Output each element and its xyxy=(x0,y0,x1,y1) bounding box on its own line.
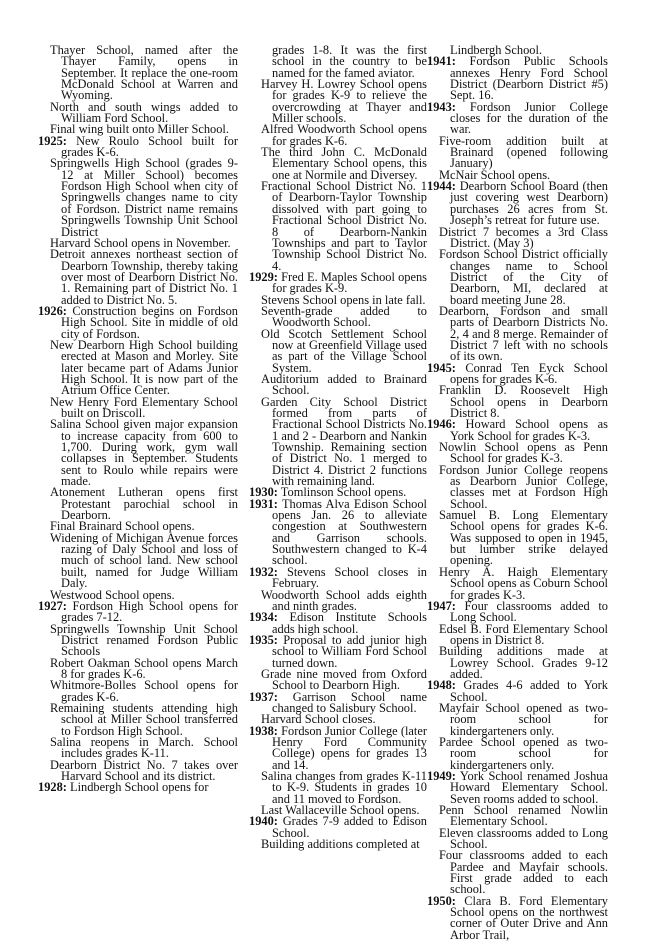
year-label: 1946: xyxy=(427,417,456,432)
timeline-year-entry xyxy=(249,612,427,635)
entry-text: Remaining students attending high school at Miller School transferred to Fordson High School. xyxy=(50,700,238,738)
entry-text: Proposal to add junior high school to William Ford School turned down. xyxy=(272,632,427,670)
entry-text: Grade nine moved from Oxford School to Dearborn High. xyxy=(261,666,427,693)
timeline-year-entry xyxy=(427,680,608,703)
timeline-entry xyxy=(249,839,427,850)
entry-text: Lindbergh School. xyxy=(450,43,543,57)
year-label: 1929: xyxy=(249,269,278,284)
entry-text: Alfred Woodworth School opens for grades K-6. xyxy=(261,122,427,148)
timeline-year-entry xyxy=(427,893,608,942)
year-label: 1928: xyxy=(38,780,67,795)
entry-text: New Henry Ford Elementary School built on Driscoll. xyxy=(50,394,238,420)
entry-text: Eleven classrooms added to Long School. xyxy=(439,825,608,852)
entry-text: Mayfair School opened as two-room school for kindergarteners only. xyxy=(439,700,608,738)
year-label: 1938: xyxy=(249,723,278,738)
entry-text: Harvard School opens in November. xyxy=(50,235,231,250)
timeline-year-entry xyxy=(38,133,238,160)
year-label: 1947: xyxy=(427,598,456,613)
entry-text: Seventh-grade added to Woodworth School. xyxy=(261,303,427,330)
entry-text: Building additions made at Lowrey School. Grades 9-12 added. xyxy=(439,644,608,681)
entry-text: Woodworth School adds eighth and ninth grades. xyxy=(261,587,427,613)
timeline-year-entry xyxy=(38,782,238,793)
year-label: 1932: xyxy=(249,564,278,579)
entry-text: Fordson High School opens for grades 7-12. xyxy=(61,598,238,625)
timeline-entry xyxy=(249,394,427,489)
timeline-year-entry xyxy=(427,56,608,101)
entry-text: Detroit annexes northeast section of Dearborn Township, thereby taking over most of Dearborn District No. 1. Remaining part of District No. 1 added to District No. 5. xyxy=(50,247,238,307)
entry-text: Final wing built onto Miller School. xyxy=(50,122,229,137)
timeline-year-entry xyxy=(427,419,608,442)
year-label: 1940: xyxy=(249,814,278,829)
timeline-entry xyxy=(38,680,238,703)
entry-text: Salina School given major expansion to increase capacity from 600 to 1,700. During work, gym wall collapses in September. Students sent to Roulo while repairs were made. xyxy=(50,417,238,489)
entry-text: Garrison School name changed to Salisbury School. xyxy=(272,689,427,715)
year-label: 1944: xyxy=(427,179,456,194)
entry-text: Final Brainard School opens. xyxy=(50,519,195,534)
entry-text: Penn School renamed Nowlin Elementary School. xyxy=(439,803,608,829)
timeline-year-entry xyxy=(249,723,427,772)
timeline-entry xyxy=(427,462,608,511)
entry-text: Fred E. Maples School opens for grades K-9. xyxy=(272,269,427,296)
year-label: 1926: xyxy=(38,303,67,318)
entry-text: Henry A. Haigh Elementary School opens as Coburn School for grades K-3. xyxy=(439,564,608,602)
timeline-entry xyxy=(427,850,608,895)
timeline-entry-continued xyxy=(249,45,427,79)
entry-text: Fordson School District officially changes name to School District of the City of Dearborn, MI, declared at board meeting June 28. xyxy=(439,247,608,307)
entry-text: Conrad Ten Eyck School opens for grades K-6. xyxy=(450,360,608,386)
timeline-entry xyxy=(427,646,608,680)
entry-text: Salina changes from grades K-11 to K-9. Students in grades 10 and 11 moved to Fordson. xyxy=(261,769,427,806)
entry-text: Harvard School closes. xyxy=(261,712,376,727)
year-label: 1943: xyxy=(427,99,456,114)
timeline-entry xyxy=(427,224,608,250)
column-2 xyxy=(249,45,427,850)
entry-text: Four classrooms added to Long School. xyxy=(450,598,608,625)
entry-text: Salina reopens in March. School includes grades K-11. xyxy=(50,734,238,761)
entry-text: Construction begins on Fordson High School. Site in middle of old city of Fordson. xyxy=(61,303,238,341)
entry-text: Thayer School, named after the Thayer Family, opens in September. It replace the one-room McDonald School at Warren and Wyoming. xyxy=(50,43,238,103)
year-label: 1927: xyxy=(38,598,67,613)
timeline-year-entry xyxy=(427,598,608,625)
timeline-year-entry xyxy=(427,99,608,137)
timeline-entry xyxy=(427,621,608,647)
year-label: 1925: xyxy=(38,133,67,148)
timeline-entry xyxy=(38,45,238,102)
entry-text: Samuel B. Long Elementary School opens for grades K-6. Was supposed to open in 1945, but lumber strike delayed opening. xyxy=(439,508,608,568)
timeline-entry xyxy=(38,530,238,591)
entry-text: Dearborn, Fordson and small parts of Dearborn Districts No. 2, 4 and 8 merge. Remainder of District 7 left with no schools of its own. xyxy=(439,303,608,364)
entry-text: Building additions completed at xyxy=(261,837,420,852)
timeline-entry xyxy=(427,303,608,364)
timeline-entry xyxy=(38,734,238,761)
entry-text: Five-room addition built at Brainard (opened following January) xyxy=(439,133,608,171)
entry-text: Fordson Public Schools annexes Henry Ford School District (Dearborn District #5) Sept. 16. xyxy=(450,54,608,103)
timeline-entry xyxy=(427,442,608,465)
entry-text: Nowlin School opens as Penn School for grades K-3. xyxy=(439,440,608,466)
entry-text: Clara B. Ford Elementary School opens on the northwest corner of Outer Drive and Ann Arbor Trail, xyxy=(450,893,608,942)
timeline-year-entry xyxy=(249,632,427,670)
timeline-entry xyxy=(427,700,608,738)
timeline-year-entry xyxy=(249,269,427,296)
timeline-entry xyxy=(38,621,238,659)
entry-text: Tomlinson School opens. xyxy=(280,485,407,500)
timeline-entry xyxy=(249,124,427,147)
entry-text: Springwells High School (grades 9-12 at Miller School) becomes Fordson High School when city of Springwells changes name to city of Fordson. District name remains Springwells Township Unit School District xyxy=(50,156,238,239)
entry-text: Grades 7-9 added to Edison School. xyxy=(272,814,427,840)
year-label: 1950: xyxy=(427,893,456,908)
timeline-year-entry xyxy=(38,598,238,625)
entry-text: Thomas Alva Edison School opens Jan. 26 to alleviate congestion at Southwestern and Garrison schools. Southwestern changed to K-4 school. xyxy=(272,496,427,568)
entry-text: New Roulo School built for grades K-6. xyxy=(61,133,238,160)
entry-text: Grades 4-6 added to York School. xyxy=(450,678,608,704)
entry-text: Fordson Junior College (later Henry Ford Community College) opens for grades 13 and 14. xyxy=(272,723,427,772)
year-label: 1931: xyxy=(249,496,278,511)
timeline-year-entry xyxy=(38,303,238,341)
entry-text: Stevens School opens in late fall. xyxy=(261,292,426,307)
timeline-entry xyxy=(427,805,608,828)
entry-text: Atonement Lutheran opens first Protestant parochial school in Dearborn. xyxy=(50,485,238,523)
timeline-entry xyxy=(38,249,238,306)
entry-text: Fractional School District No. 1 of Dearborn-Taylor Township dissolved with part going to Fractional School District No. 8 of Dearborn-Nankin Townships and part to Taylor Township School District No. 4. xyxy=(261,179,427,273)
timeline-entry xyxy=(427,385,608,419)
year-label: 1934: xyxy=(249,610,278,625)
timeline-year-entry xyxy=(249,689,427,715)
timeline-entry xyxy=(38,700,238,738)
timeline-entry xyxy=(249,587,427,613)
timeline-year-entry xyxy=(249,496,427,568)
year-label: 1949: xyxy=(427,769,456,783)
timeline-entry xyxy=(38,337,238,398)
entry-text: Last Wallaceville School opens. xyxy=(261,803,420,818)
entry-text: Whitmore-Bolles School opens for grades K-6. xyxy=(50,678,238,704)
timeline-entry xyxy=(427,825,608,852)
timeline-entry xyxy=(249,771,427,805)
entry-text: Garden City School District formed from parts of Fractional School Districts No. 1 and 2 - Dearborn and Nankin Township. Remaining section of District No. 1 merged to District 4. District 2 functions with remaining land. xyxy=(261,394,427,489)
year-label: 1941: xyxy=(427,54,456,69)
entry-text: North and south wings added to William Ford School. xyxy=(50,99,238,126)
timeline-year-entry xyxy=(427,181,608,226)
timeline-entry xyxy=(427,510,608,567)
entry-text: Springwells Township Unit School District renamed Fordson Public Schools xyxy=(50,621,238,659)
entry-text: Fordson Junior College closes for the duration of the war. xyxy=(450,99,608,137)
entry-text: McNair School opens. xyxy=(439,167,551,182)
entry-text: New Dearborn High School building erected at Mason and Morley. Site later became part of Adams Junior High School. It is now part of the Atrium Office Center. xyxy=(50,337,238,398)
timeline-entry xyxy=(38,655,238,681)
entry-text: Franklin D. Roosevelt High School opens in Dearborn District 8. xyxy=(439,383,608,420)
timeline-year-entry xyxy=(427,360,608,386)
timeline-entry xyxy=(38,394,238,420)
column-1 xyxy=(38,45,238,794)
timeline-entry xyxy=(38,158,238,237)
timeline-entry xyxy=(427,734,608,772)
entry-text: Edison Institute Schools adds high school. xyxy=(272,610,427,636)
entry-text: Fordson Junior College reopens as Dearborn Junior College, classes met at Fordson High School. xyxy=(439,462,608,511)
timeline-entry xyxy=(427,249,608,306)
timeline-entry xyxy=(249,147,427,181)
timeline-entry xyxy=(38,99,238,126)
year-label: 1948: xyxy=(427,678,456,693)
entry-text: The third John C. McDonald Elementary School opens, this one at Normile and Diversey. xyxy=(261,145,427,182)
timeline-entry xyxy=(427,133,608,171)
entry-text: District 7 becomes a 3rd Class District. (May 3) xyxy=(439,224,608,250)
entry-text: Stevens School closes in February. xyxy=(272,564,427,591)
entry-text: Harvey H. Lowrey School opens for grades K-9 to relieve the overcrowding at Thayer and Miller schools. xyxy=(261,77,427,126)
timeline-year-entry xyxy=(427,771,608,805)
entry-text: Widening of Michigan Avenue forces razing of Daly School and loss of much of school land. New school built, named for Judge William Daly. xyxy=(50,530,238,591)
entry-text: Dearborn District No. 7 takes over Harvard School and its district. xyxy=(50,757,238,783)
entry-text: Edsel B. Ford Elementary School opens in District 8. xyxy=(439,621,608,647)
entry-text: Westwood School opens. xyxy=(50,587,175,602)
entry-text: York School renamed Joshua Howard Elementary School. Seven rooms added to school. xyxy=(450,769,608,806)
year-label: 1935: xyxy=(249,632,278,647)
entry-text: grades 1-8. It was the first school in the country to be named for the famed aviator. xyxy=(272,43,427,80)
year-label: 1945: xyxy=(427,360,456,375)
entry-text: Dearborn School Board (then just covering west Dearborn) purchases 26 acres from St. Joseph’s retreat for future use. xyxy=(450,179,608,228)
entry-text: Old Scotch Settlement School now at Greenfield Village used as part of the Village School System. xyxy=(261,326,427,375)
year-label: 1930: xyxy=(249,485,278,500)
entry-text: Lindbergh School opens for xyxy=(70,780,209,795)
entry-text: Pardee School opened as two-room school for kindergarteners only. xyxy=(439,734,608,772)
timeline-entry xyxy=(427,564,608,602)
timeline-year-entry xyxy=(249,564,427,591)
timeline-entry xyxy=(38,419,238,487)
entry-text: Robert Oakman School opens March 8 for grades K-6. xyxy=(50,655,238,681)
timeline-entry xyxy=(38,487,238,521)
timeline-entry xyxy=(249,666,427,693)
column-3 xyxy=(427,45,608,941)
entry-text: Auditorium added to Brainard School. xyxy=(261,371,427,398)
timeline-entry xyxy=(249,326,427,375)
timeline-entry xyxy=(249,303,427,330)
entry-text: Four classrooms added to each Pardee and Mayfair schools. First grade added to each school. xyxy=(439,848,608,897)
timeline-entry xyxy=(38,757,238,783)
timeline-entry xyxy=(249,79,427,124)
timeline-entry xyxy=(249,371,427,398)
year-label: 1937: xyxy=(249,689,278,704)
timeline-entry xyxy=(249,181,427,272)
entry-text: Howard School opens as York School for grades K-3. xyxy=(450,417,608,443)
